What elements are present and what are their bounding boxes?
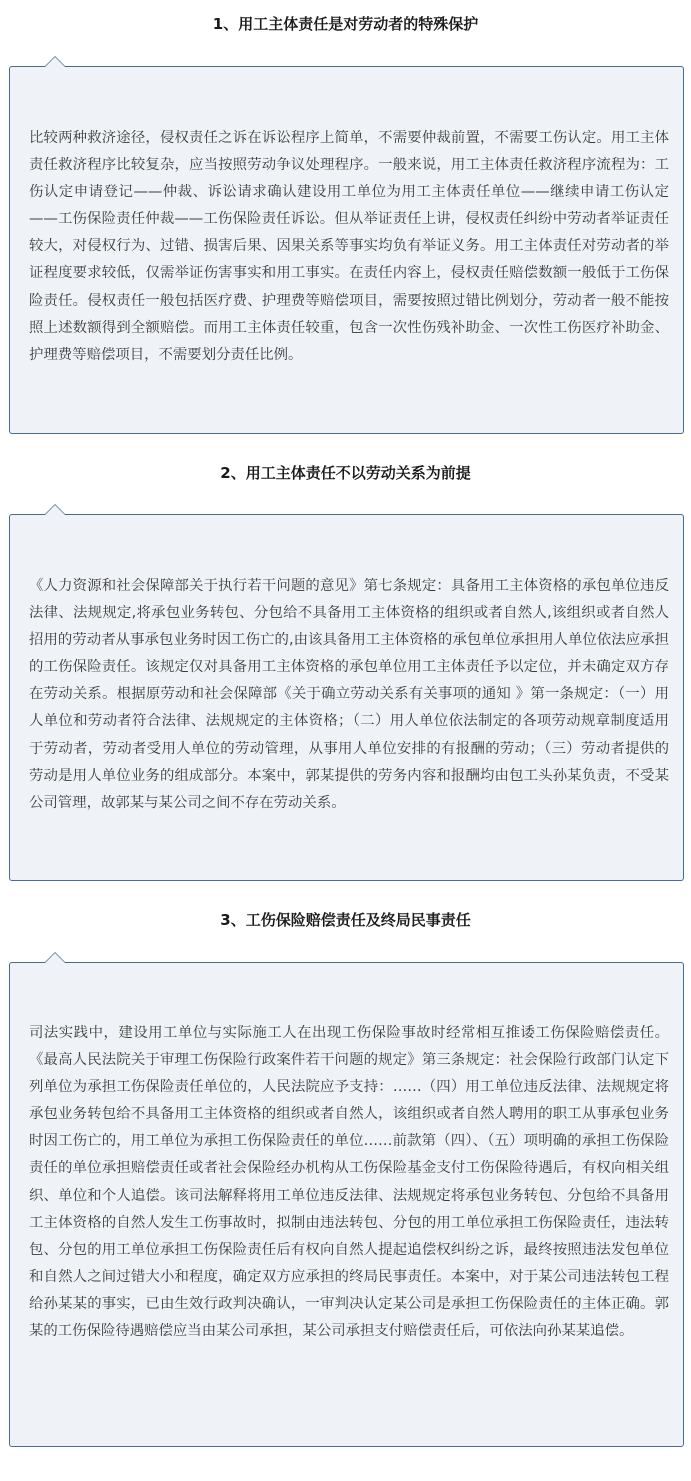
callout-notch: [44, 56, 66, 67]
section-1-heading: 1、用工主体责任是对劳动者的特殊保护: [212, 15, 479, 33]
section-3-heading: 3、工伤保险赔偿责任及终局民事责任: [220, 911, 471, 929]
callout-notch: [44, 504, 66, 515]
section-3-box: [9, 962, 684, 1447]
section-1-box: [9, 66, 684, 434]
section-2-heading: 2、用工主体责任不以劳动关系为前提: [220, 464, 471, 482]
callout-notch: [44, 952, 66, 963]
section-2-body: 《人力资源和社会保障部关于执行若干问题的意见》第七条规定：具备用工主体资格的承包单位违反法律、法规规定,将承包业务转包、分包给不具备用工主体资格的组织或者自然人,该组织或者自然人招用的劳动者从事承包业务时因工伤亡的,由该具备用工主体资格的承包单位承担用人单位依法应承担的工伤保险责任。该规定仅对具备用工主体资格的承包单位用工主体责任予以定位，并未确定双方存在劳动关系。根据原劳动和社会保障部《关于确立劳动关系有关事项的通知 》第一条规定：（一）用人单位和劳动者符合法律、法规规定的主体资格；（二）用人单位依法制定的各项劳动规章制度适用于劳动者，劳动者受用人单位的劳动管理，从事用人单位安排的有报酬的劳动；（三）劳动者提供的劳动是用人单位业务的组成部分。本案中，郭某提供的劳务内容和报酬均由包工头孙某负责，不受某公司管理，故郭某与某公司之间不存在劳动关系。: [29, 578, 669, 811]
section-3-body: 司法实践中，建设用工单位与实际施工人在出现工伤保险事故时经常相互推诿工伤保险赔偿责任。《最高人民法院关于审理工伤保险行政案件若干问题的规定》第三条规定：社会保险行政部门认定下列单位为承担工伤保险责任单位的，人民法院应予支持：……（四）用工单位违反法律、法规规定将承包业务转包给不具备用工主体资格的组织或者自然人，该组织或者自然人聘用的职工从事承包业务时因工伤亡的，用工单位为承担工伤保险责任的单位……前款第（四）、（五）项明确的承担工伤保险责任的单位承担赔偿责任或者社会保险经办机构从工伤保险基金支付工伤保险待遇后，有权向相关组织、单位和个人追偿。该司法解释将用工单位违反法律、法规规定将承包业务转包、分包给不具备用工主体资格的自然人发生工伤事故时，拟制由违法转包、分包的用工单位承担工伤保险责任，违法转包、分包的用工单位承担工伤保险责任后有权向自然人提起追偿权纠纷之诉，最终按照违法发包单位和自然人之间过错大小和程度，确定双方应承担的终局民事责任。本案中，对于某公司违法转包工程给孙某某的事实，已由生效行政判决确认，一审判决认定某公司是承担工伤保险责任的主体正确。郭某的工伤保险待遇赔偿应当由某公司承担，某公司承担支付赔偿责任后，可依法向孙某某追偿。: [29, 1025, 669, 1340]
section-2-box: [9, 514, 684, 881]
section-1-body: 比较两种救济途径，侵权责任之诉在诉讼程序上简单，不需要仲裁前置，不需要工伤认定。用工主体责任救济程序比较复杂，应当按照劳动争议处理程序。一般来说，用工主体责任救济程序流程为：工伤认定申请登记——仲裁、诉讼请求确认建设用工单位为用工主体责任单位——继续申请工伤认定——工伤保险责任仲裁——工伤保险责任诉讼。但从举证责任上讲，侵权责任纠纷中劳动者举证责任较大，对侵权行为、过错、损害后果、因果关系等事实均负有举证义务。用工主体责任对劳动者的举证程度要求较低，仅需举证伤害事实和用工事实。在责任内容上，侵权责任赔偿数额一般低于工伤保险责任。侵权责任一般包括医疗费、护理费等赔偿项目，需要按照过错比例划分，劳动者一般不能按照上述数额得到全额赔偿。而用工主体责任较重，包含一次性伤残补助金、一次性工伤医疗补助金、护理费等赔偿项目，不需要划分责任比例。: [29, 130, 669, 363]
